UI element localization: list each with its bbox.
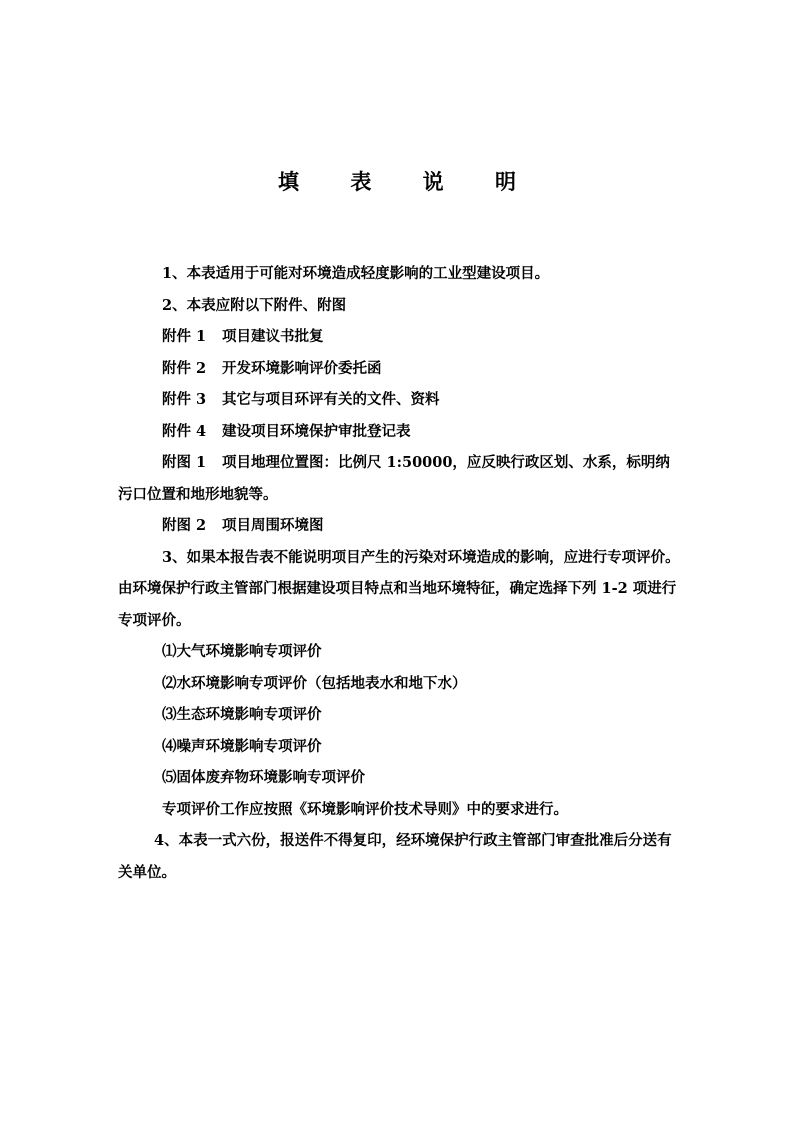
attachment-number: 附件 4 bbox=[162, 422, 207, 440]
guideline-note: 专项评价工作应按照《环境影响评价技术导则》中的要求进行。 bbox=[162, 800, 568, 818]
instruction-item-2: 2、本表应附以下附件、附图 bbox=[162, 296, 347, 314]
special-item-1: ⑴大气环境影响专项评价 bbox=[162, 643, 322, 660]
page-title: 填 表 说 明 bbox=[278, 169, 538, 194]
attachment-number: 附件 2 bbox=[162, 359, 207, 377]
attachment-number: 附件 3 bbox=[162, 391, 207, 408]
instructions-body bbox=[118, 258, 682, 888]
figure-text: 项目周围环境图 bbox=[222, 517, 324, 534]
attachment-line-3 bbox=[118, 384, 682, 416]
instruction-item-3: 3、如果本报告表不能说明项目产生的污染对环境造成的影响，应进行专项评价。由环境保护行政主管部门根据建设项目特点和当地环境特征，确定选择下列 1-2 项进行专项评价。 bbox=[118, 548, 680, 629]
figure-number: 附图 2 bbox=[162, 517, 207, 534]
attachment-text: 开发环境影响评价委托函 bbox=[222, 359, 382, 377]
attachment-number: 附件 1 bbox=[162, 328, 207, 345]
special-item-5: ⑸固体废弃物环境影响专项评价 bbox=[162, 769, 365, 786]
figure-line-1 bbox=[118, 447, 682, 510]
attachment-text: 建设项目环境保护审批登记表 bbox=[222, 422, 411, 440]
special-item-2: ⑵水环境影响专项评价（包括地表水和地下水） bbox=[162, 674, 467, 692]
attachment-text: 其它与项目环评有关的文件、资料 bbox=[222, 391, 440, 408]
attachment-line-1 bbox=[118, 321, 682, 353]
instruction-item-1: 1、本表适用于可能对环境造成轻度影响的工业型建设项目。 bbox=[162, 265, 550, 282]
attachment-text: 项目建议书批复 bbox=[222, 328, 324, 345]
instruction-item-4: 4、本表一式六份，报送件不得复印，经环境保护行政主管部门审查批准后分送有关单位。 bbox=[118, 832, 672, 881]
figure-line-2 bbox=[118, 510, 682, 542]
special-item-3: ⑶生态环境影响专项评价 bbox=[162, 706, 322, 723]
special-item-4: ⑷噪声环境影响专项评价 bbox=[162, 737, 322, 755]
figure-number: 附图 1 bbox=[162, 454, 207, 471]
attachment-line-2 bbox=[118, 353, 682, 385]
figure-text: 项目地理位置图：比例尺 1:50000，应反映行政区划、水系，标明纳污口位置和地形地貌等。 bbox=[118, 454, 670, 503]
attachment-line-4 bbox=[118, 416, 682, 448]
